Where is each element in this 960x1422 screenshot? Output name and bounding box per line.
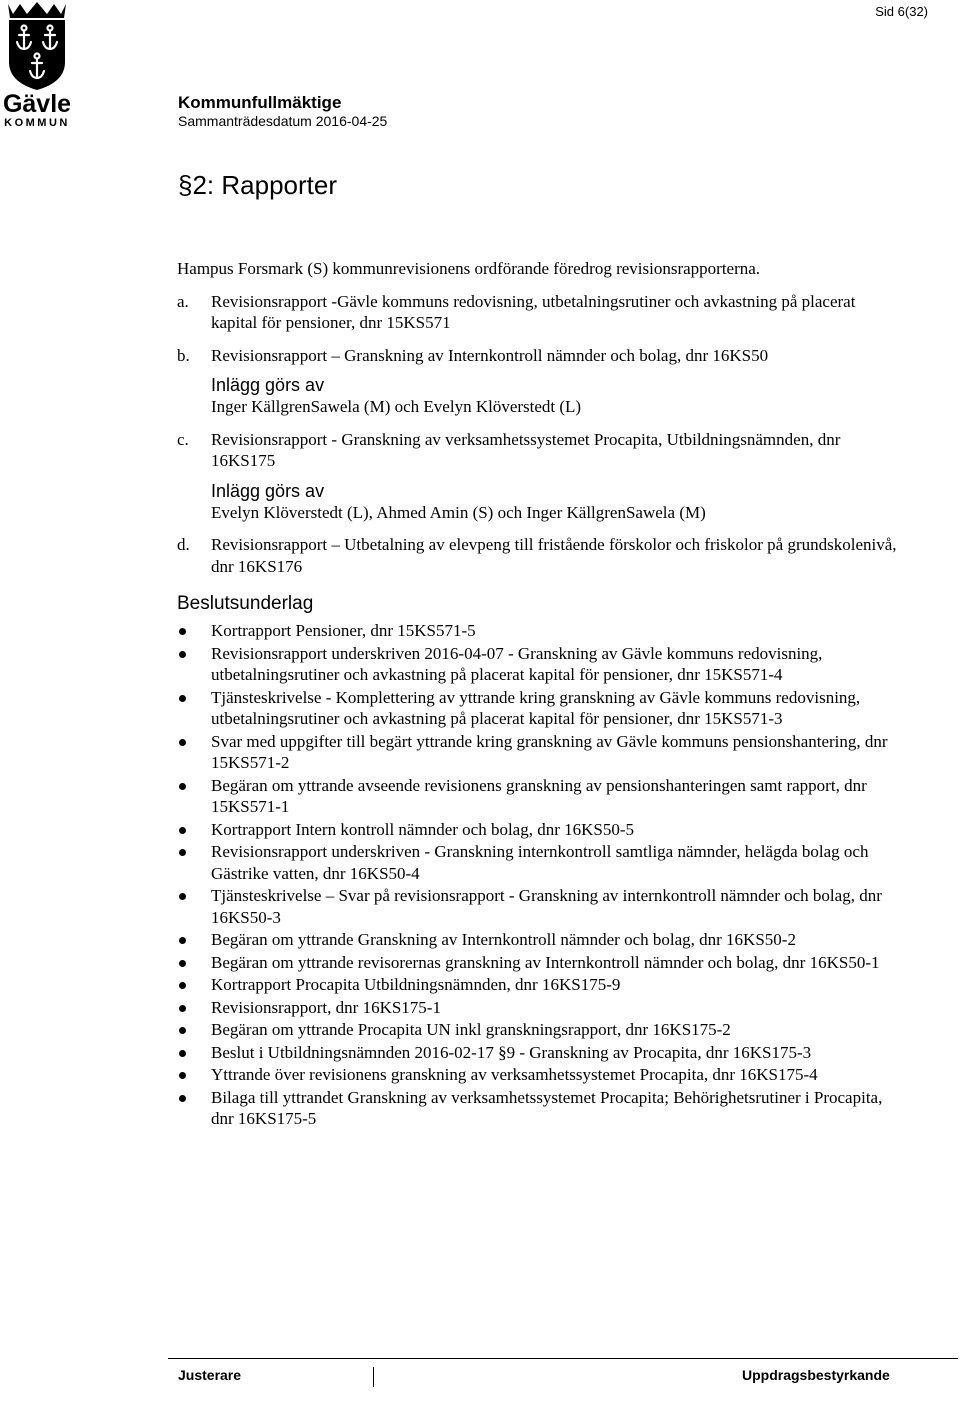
- report-text: Revisionsrapport – Utbetalning av elevpeng till fristående förskolor och friskolor på grundskolenivå, dnr 16KS176: [211, 535, 897, 576]
- crown-icon: [8, 2, 66, 18]
- report-item-b: [177, 345, 897, 418]
- bullet-icon: [179, 1095, 186, 1102]
- report-marker: a.: [177, 291, 189, 311]
- document-header: [178, 93, 387, 130]
- report-text: Revisionsrapport - Granskning av verksamhetssystemet Procapita, Utbildningsnämnden, dnr 16KS175: [211, 429, 841, 470]
- section-title: §2: Rapporter: [178, 170, 337, 200]
- report-marker: b.: [177, 345, 190, 365]
- report-text: Revisionsrapport -Gävle kommuns redovisning, utbetalningsrutiner och avkastning på placerat kapital för pensioner, dnr 15KS571: [211, 291, 856, 332]
- bullet-icon: [179, 739, 186, 746]
- list-item: [177, 1042, 897, 1064]
- document-label: Revisionsrapport underskriven - Granskning internkontroll samtliga nämnder, helägda bolag och Gästrike vatten, dnr 16KS50-4: [211, 842, 869, 883]
- document-label: Bilaga till yttrandet Granskning av verksamhetssystemet Procapita; Behörighetsrutiner i Procapita, dnr 16KS175-5: [211, 1087, 883, 1128]
- footer-justerare: Justerare: [178, 1367, 374, 1387]
- bullet-icon: [179, 849, 186, 856]
- list-item: [177, 929, 897, 951]
- bullet-icon: [179, 695, 186, 702]
- signature-footer: [168, 1358, 958, 1389]
- list-item: [177, 819, 897, 841]
- speakers-heading: Inlägg görs av: [211, 375, 325, 395]
- document-label: Revisionsrapport, dnr 16KS175-1: [211, 997, 441, 1017]
- bullet-icon: [179, 1027, 186, 1034]
- report-item-c: [177, 429, 897, 524]
- speakers-block: [211, 480, 897, 524]
- page-number: Sid 6(32): [875, 4, 928, 19]
- document-label: Yttrande över revisionens granskning av verksamhetssystemet Procapita, dnr 16KS175-4: [211, 1065, 818, 1084]
- footer-uppdragsbestyrkande: Uppdragsbestyrkande: [742, 1367, 890, 1383]
- report-item-d: [177, 534, 897, 577]
- report-text: Revisionsrapport – Granskning av Internkontroll nämnder och bolag, dnr 16KS50: [211, 345, 769, 365]
- bullet-icon: [179, 827, 186, 834]
- bullet-icon: [179, 1005, 186, 1012]
- report-marker: d.: [177, 535, 190, 554]
- document-label: Begäran om yttrande Granskning av Internkontroll nämnder och bolag, dnr 16KS50-2: [211, 930, 796, 949]
- speakers-list: Inger KällgrenSawela (M) och Evelyn Klöverstedt (L): [211, 397, 582, 416]
- list-item: [177, 620, 897, 642]
- intro-paragraph: Hampus Forsmark (S) kommunrevisionens ordförande föredrog revisionsrapporterna.: [177, 259, 761, 278]
- speakers-heading: Inlägg görs av: [211, 480, 325, 501]
- list-item: [177, 841, 897, 884]
- document-label: Tjänsteskrivelse – Svar på revisionsrapport - Granskning av internkontroll nämnder och bolag, dnr 16KS50-3: [211, 886, 882, 927]
- bullet-icon: [179, 651, 186, 658]
- report-marker: c.: [177, 429, 189, 449]
- list-item: [177, 1019, 897, 1041]
- documents-heading: Beslutsunderlag: [177, 593, 314, 614]
- list-item: [177, 687, 897, 730]
- document-label: Begäran om yttrande avseende revisionens granskning av pensionshanteringen samt rapport, dnr 15KS571-1: [211, 775, 867, 816]
- document-label: Begäran om yttrande Procapita UN inkl granskningsrapport, dnr 16KS175-2: [211, 1020, 731, 1039]
- list-item: [177, 775, 897, 818]
- bullet-icon: [179, 960, 186, 967]
- bullet-icon: [179, 628, 186, 635]
- shield-icon: [9, 20, 65, 90]
- report-item-a: [177, 291, 897, 334]
- document-label: Kortrapport Pensioner, dnr 15KS571-5: [211, 621, 476, 640]
- list-item: [177, 1087, 897, 1130]
- list-item: [177, 1064, 897, 1086]
- document-label: Svar med uppgifter till begärt yttrande kring granskning av Gävle kommuns pensionshantering, dnr 15KS571-2: [211, 731, 888, 772]
- speakers-block: [211, 374, 897, 418]
- documents-list: [177, 620, 897, 1130]
- document-label: Kortrapport Intern kontroll nämnder och bolag, dnr 16KS50-5: [211, 819, 635, 839]
- bullet-icon: [179, 982, 186, 989]
- list-item: [177, 952, 897, 974]
- document-label: Tjänsteskrivelse - Komplettering av yttrande kring granskning av Gävle kommuns redovisning, utbetalningsrutiner och avkastning på placerat kapital för pensioner, dnr 15KS571-3: [211, 687, 861, 728]
- bullet-icon: [179, 893, 186, 900]
- logo-org: KOMMUN: [4, 117, 70, 128]
- gavle-kommun-logo: [0, 0, 74, 128]
- document-label: Beslut i Utbildningsnämnden 2016-02-17 §9 - Granskning av Procapita, dnr 16KS175-3: [211, 1042, 812, 1062]
- bullet-icon: [179, 1050, 186, 1057]
- list-item: [177, 997, 897, 1019]
- list-item: [177, 885, 897, 928]
- document-label: Kortrapport Procapita Utbildningsnämnden, dnr 16KS175-9: [211, 975, 621, 994]
- document-body: [177, 258, 897, 1131]
- meeting-date: Sammanträdesdatum 2016-04-25: [178, 113, 388, 129]
- document-label: Revisionsrapport underskriven 2016-04-07 - Granskning av Gävle kommuns redovisning, utbetalningsrutiner och avkastning på placerat kapital för pensioner, dnr 15KS571-4: [211, 643, 823, 684]
- speakers-list: Evelyn Klöverstedt (L), Ahmed Amin (S) och Inger KällgrenSawela (M): [211, 502, 706, 522]
- bullet-icon: [179, 937, 186, 944]
- bullet-icon: [179, 783, 186, 790]
- bullet-icon: [179, 1072, 186, 1079]
- document-label: Begäran om yttrande revisorernas granskning av Internkontroll nämnder och bolag, dnr 16KS50-1: [211, 952, 880, 972]
- list-item: [177, 731, 897, 774]
- list-item: [177, 974, 897, 996]
- logo-city: Gävle: [2, 90, 72, 118]
- committee-name: Kommunfullmäktige: [178, 93, 342, 112]
- list-item: [177, 643, 897, 686]
